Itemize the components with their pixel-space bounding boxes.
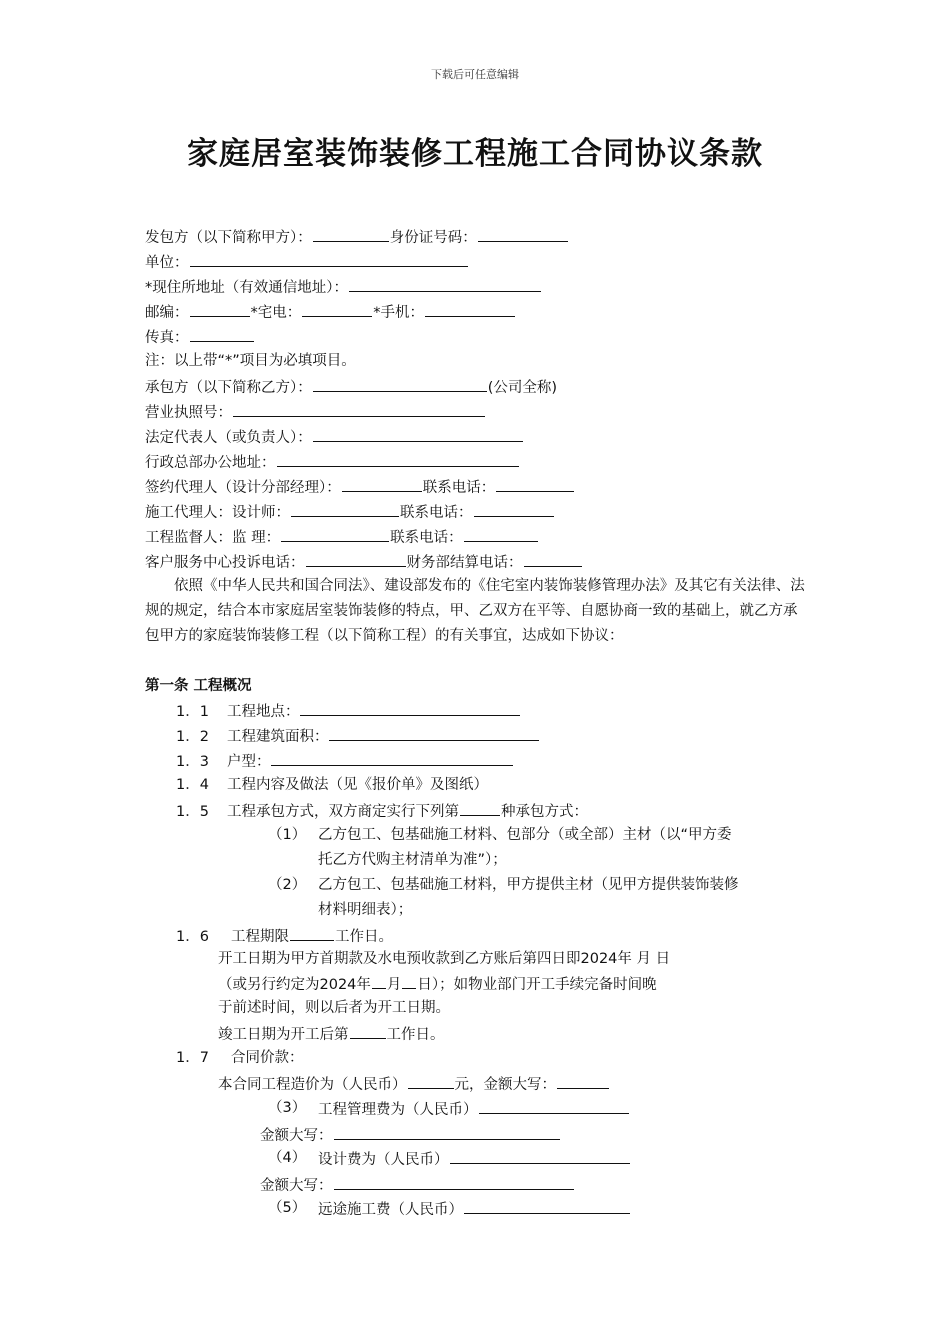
fax-blank[interactable] bbox=[190, 326, 254, 342]
option-5-line bbox=[318, 1198, 631, 1220]
item-label: 合同价款： bbox=[230, 1050, 304, 1066]
option-1-line1: 乙方包工、包基础施工材料、包部分（或全部）主材（以“甲方委 bbox=[318, 827, 732, 843]
fax-label: 传真： bbox=[145, 330, 189, 346]
intro-paragraph: 依照《中华人民共和国合同法》、建设部发布的《住宅室内装饰装修管理办法》及其它有关法律、法规的规定，结合本市家庭居室装饰装修的特点，甲、乙双方在平等、自愿协商一致的基础上，就乙方承包甲方的家庭装饰装修工程（以下简称工程）的有关事宜，达成如下协议： bbox=[145, 578, 805, 644]
legal-rep-blank[interactable] bbox=[313, 426, 523, 442]
mgmt-fee-label: 工程管理费为（人民币） bbox=[318, 1102, 478, 1118]
item-label-tail: 种承包方式： bbox=[500, 804, 588, 820]
item-1-7 bbox=[176, 1048, 303, 1068]
cost-a: 本合同工程造价为（人民币） bbox=[218, 1077, 407, 1093]
layout-blank[interactable] bbox=[271, 750, 513, 766]
mobile-blank[interactable] bbox=[425, 301, 515, 317]
construction-agent-label: 施工代理人：设计师： bbox=[145, 505, 290, 521]
company-full-label: (公司全称) bbox=[487, 380, 558, 396]
contract-mode-blank[interactable] bbox=[460, 800, 500, 816]
designer-blank[interactable] bbox=[291, 501, 399, 517]
amount-words-row-2 bbox=[260, 1174, 575, 1196]
design-fee-label: 设计费为（人民币） bbox=[318, 1152, 449, 1168]
option-2-no: （2） bbox=[268, 877, 307, 893]
home-phone-blank[interactable] bbox=[302, 301, 372, 317]
item-number: 1．1 bbox=[176, 704, 209, 720]
home-phone-label: *宅电： bbox=[250, 305, 302, 321]
contact-phone-blank-1[interactable] bbox=[496, 476, 574, 492]
complaint-phone-blank[interactable] bbox=[306, 551, 406, 567]
option-5-no: （5） bbox=[268, 1200, 307, 1216]
office-blank[interactable] bbox=[277, 451, 519, 467]
party-a-blank[interactable] bbox=[313, 226, 389, 242]
party-a-row bbox=[145, 226, 569, 248]
option-3-no: （3） bbox=[268, 1100, 307, 1116]
license-row bbox=[145, 401, 486, 423]
option-4-line bbox=[318, 1148, 631, 1170]
address-blank[interactable] bbox=[349, 276, 541, 292]
item-label: 工程期限 bbox=[230, 929, 289, 945]
construction-agent-row bbox=[145, 501, 555, 523]
site-blank[interactable] bbox=[300, 700, 520, 716]
complaint-row bbox=[145, 551, 583, 573]
amount-words-row-1 bbox=[260, 1124, 561, 1146]
signing-agent-label: 签约代理人（设计分部经理）： bbox=[145, 480, 341, 496]
item-number: 1．2 bbox=[176, 729, 209, 745]
item-number: 1．3 bbox=[176, 754, 209, 770]
item-number: 1．4 bbox=[176, 777, 209, 793]
contact-phone-label-3: 联系电话： bbox=[390, 530, 463, 546]
amount-words-label: 金额大写： bbox=[260, 1178, 333, 1194]
postcode-blank[interactable] bbox=[190, 301, 250, 317]
mgmt-fee-blank[interactable] bbox=[479, 1098, 629, 1114]
contact-row bbox=[145, 301, 516, 323]
amount-words-blank-1[interactable] bbox=[334, 1124, 560, 1140]
unit-row bbox=[145, 251, 469, 273]
item-label: 户型： bbox=[226, 754, 271, 770]
legal-rep-row bbox=[145, 426, 524, 448]
start-date-line1: 开工日期为甲方首期款及水电预收款到乙方账后第四日即2024年 月 日 bbox=[218, 951, 671, 967]
design-fee-blank[interactable] bbox=[450, 1148, 630, 1164]
supervisor-row bbox=[145, 526, 539, 548]
finish-b: 工作日。 bbox=[386, 1027, 445, 1043]
item-label-tail: 工作日。 bbox=[334, 929, 393, 945]
required-note: 注：以上带“*”项目为必填项目。 bbox=[145, 353, 356, 369]
supervisor-label: 工程监督人：监 理： bbox=[145, 530, 281, 546]
contact-phone-label-2: 联系电话： bbox=[400, 505, 473, 521]
article-1-heading: 第一条 工程概况 bbox=[145, 678, 252, 694]
contact-phone-label-1: 联系电话： bbox=[422, 480, 496, 496]
header-note: 下载后可任意编辑 bbox=[431, 68, 519, 81]
finish-a: 竣工日期为开工后第 bbox=[218, 1027, 349, 1043]
option-2-line2: 材料明细表）； bbox=[318, 902, 413, 918]
address-label: *现住所地址（有效通信地址）： bbox=[145, 280, 348, 296]
contact-phone-blank-3[interactable] bbox=[464, 526, 538, 542]
item-1-5 bbox=[176, 800, 588, 822]
alt-day-blank[interactable] bbox=[402, 973, 416, 989]
mobile-label: *手机： bbox=[373, 305, 424, 321]
legal-rep-label: 法定代表人（或负责人）： bbox=[145, 430, 312, 446]
cost-b: 元，金额大写： bbox=[454, 1077, 556, 1093]
cost-words-blank[interactable] bbox=[557, 1073, 609, 1089]
item-number: 1．5 bbox=[176, 804, 209, 820]
item-1-1 bbox=[176, 700, 521, 722]
option-3-line bbox=[318, 1098, 630, 1120]
start-date-line2 bbox=[218, 973, 657, 995]
item-label: 工程地点： bbox=[226, 704, 300, 720]
finish-date-line bbox=[218, 1023, 445, 1045]
option-1-no: （1） bbox=[268, 827, 307, 843]
duration-blank[interactable] bbox=[290, 925, 334, 941]
alt-month-blank[interactable] bbox=[372, 973, 386, 989]
finance-phone-label: 财务部结算电话： bbox=[406, 555, 523, 571]
cost-blank[interactable] bbox=[408, 1073, 454, 1089]
signing-agent-blank[interactable] bbox=[342, 476, 422, 492]
item-label: 工程承包方式，双方商定实行下列第 bbox=[226, 804, 459, 820]
contract-cost-line bbox=[218, 1073, 610, 1095]
start-alt-b: 月 bbox=[386, 977, 402, 993]
signing-agent-row bbox=[145, 476, 575, 498]
item-1-3 bbox=[176, 750, 514, 772]
document-title: 家庭居室装饰装修工程施工合同协议条款 bbox=[187, 136, 763, 172]
finance-phone-blank[interactable] bbox=[524, 551, 582, 567]
finish-blank[interactable] bbox=[350, 1023, 386, 1039]
item-number: 1．6 bbox=[176, 929, 209, 945]
office-row bbox=[145, 451, 520, 473]
license-label: 营业执照号： bbox=[145, 405, 232, 421]
option-1-line2: 托乙方代购主材清单为准”）； bbox=[318, 852, 507, 868]
item-label: 工程内容及做法（见《报价单》及图纸） bbox=[226, 777, 488, 793]
remote-fee-blank[interactable] bbox=[464, 1198, 630, 1214]
party-a-label: 发包方（以下简称甲方）： bbox=[145, 230, 312, 246]
item-label: 工程建筑面积： bbox=[226, 729, 329, 745]
contact-phone-blank-2[interactable] bbox=[474, 501, 554, 517]
party-b-label: 承包方（以下简称乙方）： bbox=[145, 380, 312, 396]
party-b-blank[interactable] bbox=[313, 376, 487, 392]
id-number-blank[interactable] bbox=[478, 226, 568, 242]
item-number: 1．7 bbox=[176, 1050, 209, 1066]
fax-row bbox=[145, 326, 255, 348]
complaint-phone-label: 客户服务中心投诉电话： bbox=[145, 555, 305, 571]
unit-blank[interactable] bbox=[190, 251, 468, 267]
license-blank[interactable] bbox=[233, 401, 485, 417]
option-4-no: （4） bbox=[268, 1150, 307, 1166]
start-alt-a: （或另行约定为2024年 bbox=[218, 977, 371, 993]
start-date-line3: 于前述时间，则以后者为开工日期。 bbox=[218, 1000, 450, 1016]
item-1-2 bbox=[176, 725, 540, 747]
remote-fee-label: 远途施工费（人民币） bbox=[318, 1202, 463, 1218]
item-1-4 bbox=[176, 775, 488, 795]
area-blank[interactable] bbox=[329, 725, 539, 741]
party-b-row bbox=[145, 376, 557, 398]
postcode-label: 邮编： bbox=[145, 305, 189, 321]
amount-words-blank-2[interactable] bbox=[334, 1174, 574, 1190]
amount-words-label: 金额大写： bbox=[260, 1128, 333, 1144]
item-1-6 bbox=[176, 925, 393, 947]
office-label: 行政总部办公地址： bbox=[145, 455, 276, 471]
start-alt-c: 日）；如物业部门开工手续完备时间晚 bbox=[417, 977, 657, 993]
unit-label: 单位： bbox=[145, 255, 189, 271]
option-2-line1: 乙方包工、包基础施工材料，甲方提供主材（见甲方提供装饰装修 bbox=[318, 877, 739, 893]
supervisor-blank[interactable] bbox=[281, 526, 389, 542]
id-number-label: 身份证号码： bbox=[389, 230, 477, 246]
address-row bbox=[145, 276, 542, 298]
